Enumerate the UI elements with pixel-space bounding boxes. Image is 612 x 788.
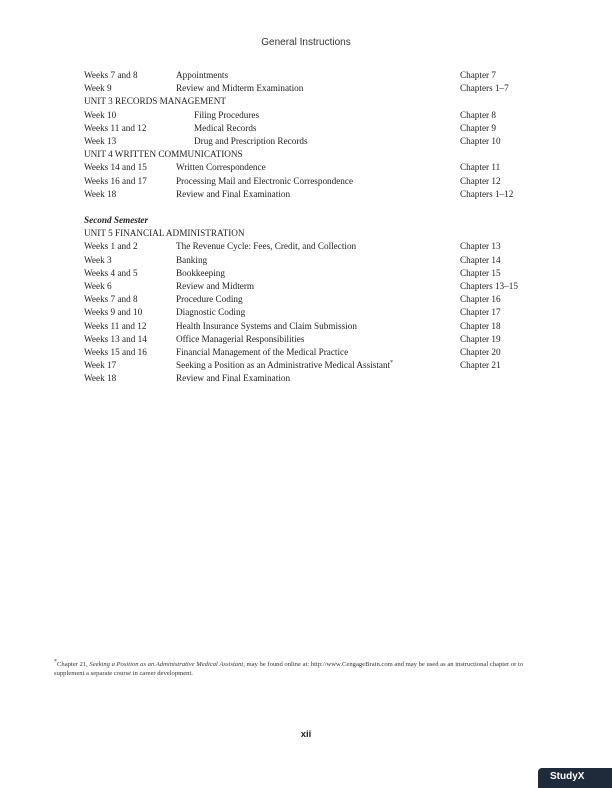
chapter-cell: Chapter 11 xyxy=(460,162,501,173)
chapter-cell: Chapter 19 xyxy=(460,333,501,344)
schedule-row xyxy=(84,320,544,333)
week-cell: Weeks 11 and 12 xyxy=(84,320,147,331)
schedule-row xyxy=(84,122,544,135)
topic-cell: Review and Midterm Examination xyxy=(176,83,304,94)
chapter-cell: Chapter 16 xyxy=(460,294,501,305)
topic-cell: Diagnostic Coding xyxy=(176,307,246,318)
schedule-row xyxy=(84,135,544,148)
page-header: General Instructions xyxy=(261,37,351,48)
semester-heading xyxy=(84,214,544,227)
topic-cell: Review and Final Examination xyxy=(176,373,291,384)
chapter-cell: Chapter 17 xyxy=(460,307,501,318)
topic-cell: Procedure Coding xyxy=(176,294,243,305)
chapter-cell: Chapter 15 xyxy=(460,267,501,278)
week-cell: Week 10 xyxy=(84,109,117,120)
week-cell: Week 3 xyxy=(84,254,112,265)
topic-cell: Drug and Prescription Records xyxy=(194,135,308,146)
schedule-row xyxy=(84,82,544,95)
week-cell: Weeks 9 and 10 xyxy=(84,307,143,318)
chapter-cell: Chapter 18 xyxy=(460,320,501,331)
week-cell: Weeks 15 and 16 xyxy=(84,346,147,357)
topic-cell: Financial Management of the Medical Practice xyxy=(176,346,349,357)
schedule-row xyxy=(84,69,544,82)
topic-cell: Processing Mail and Electronic Correspondence xyxy=(176,175,354,186)
chapter-cell: Chapters 13–15 xyxy=(460,281,518,291)
week-cell: Week 18 xyxy=(84,373,117,384)
footnote-marker: * xyxy=(390,360,394,367)
topic-cell: The Revenue Cycle: Fees, Credit, and Collection xyxy=(176,241,357,252)
week-cell: Weeks 13 and 14 xyxy=(84,333,147,344)
topic-cell: Medical Records xyxy=(194,122,257,133)
week-cell: Weeks 16 and 17 xyxy=(84,175,147,186)
schedule-row xyxy=(84,109,544,122)
unit-heading xyxy=(84,148,544,161)
week-cell: Week 13 xyxy=(84,135,117,146)
footnote-prefix: Chapter 21, xyxy=(57,661,90,668)
course-schedule xyxy=(84,69,544,386)
topic-cell: Banking xyxy=(176,254,208,265)
page-number: xii xyxy=(300,729,312,740)
chapter-cell: Chapter 21 xyxy=(460,360,501,371)
schedule-row xyxy=(84,359,544,372)
schedule-row xyxy=(84,293,544,306)
chapter-cell: Chapter 13 xyxy=(460,241,501,252)
schedule-row xyxy=(84,333,544,346)
studyx-watermark-logo: StudyX xyxy=(538,768,612,788)
schedule-row xyxy=(84,372,544,385)
week-cell: Weeks 7 and 8 xyxy=(84,70,138,80)
week-cell: Weeks 1 and 2 xyxy=(84,241,138,252)
chapter-cell: Chapter 7 xyxy=(460,70,496,80)
second-semester-title: Second Semester xyxy=(84,215,149,226)
chapter-cell: Chapters 1–7 xyxy=(460,83,509,94)
schedule-row xyxy=(84,240,544,253)
chapter-cell: Chapter 12 xyxy=(460,175,501,186)
schedule-row xyxy=(84,306,544,319)
week-cell: Weeks 7 and 8 xyxy=(84,294,138,305)
unit-heading xyxy=(84,227,544,240)
schedule-row xyxy=(84,346,544,359)
unit-heading xyxy=(84,95,544,108)
schedule-row xyxy=(84,254,544,267)
unit-4-title: UNIT 4 WRITTEN COMMUNICATIONS xyxy=(84,149,243,160)
week-cell: Week 17 xyxy=(84,360,117,371)
schedule-row xyxy=(84,161,544,174)
week-cell: Week 6 xyxy=(84,281,112,291)
topic-cell: Office Managerial Responsibilities xyxy=(176,333,305,344)
topic-cell: Written Correspondence xyxy=(176,162,266,173)
schedule-row xyxy=(84,188,544,201)
topic-text: Seeking a Position as an Administrative Medical Assistant xyxy=(176,360,391,371)
schedule-row xyxy=(84,280,544,293)
schedule-row xyxy=(84,267,544,280)
topic-cell: Appointments xyxy=(176,70,229,80)
chapter-cell: Chapter 9 xyxy=(460,122,496,133)
footnote-mark: * xyxy=(54,658,57,665)
footnote-italic-title: Seeking a Position as an Administrative Medical Assistant xyxy=(89,661,244,668)
week-cell: Weeks 11 and 12 xyxy=(84,122,147,133)
week-cell: Weeks 14 and 15 xyxy=(84,162,147,173)
schedule-row xyxy=(84,175,544,188)
chapter-cell: Chapter 10 xyxy=(460,135,501,146)
week-cell: Week 9 xyxy=(84,83,112,94)
topic-cell: Review and Final Examination xyxy=(176,188,291,199)
topic-cell: Health Insurance Systems and Claim Submission xyxy=(176,320,357,331)
chapter-cell: Chapter 14 xyxy=(460,254,501,265)
topic-cell: Review and Midterm xyxy=(176,281,255,291)
topic-cell xyxy=(176,359,393,372)
chapter-cell: Chapter 20 xyxy=(460,346,501,357)
topic-cell: Bookkeeping xyxy=(176,267,225,278)
unit-3-title: UNIT 3 RECORDS MANAGEMENT xyxy=(84,96,226,107)
unit-5-title: UNIT 5 FINANCIAL ADMINISTRATION xyxy=(84,228,245,239)
week-cell: Weeks 4 and 5 xyxy=(84,267,138,278)
footnote-suffix: , may be found online at: http://www.CengageBrain.com and may be used as an instructional chapter or to supplement a separate course in career development. xyxy=(54,661,524,678)
topic-cell: Filing Procedures xyxy=(194,109,260,120)
chapter-cell: Chapters 1–12 xyxy=(460,188,514,199)
section-spacer xyxy=(84,201,544,214)
footnote xyxy=(54,660,554,678)
week-cell: Week 18 xyxy=(84,188,117,199)
chapter-cell: Chapter 8 xyxy=(460,109,496,120)
